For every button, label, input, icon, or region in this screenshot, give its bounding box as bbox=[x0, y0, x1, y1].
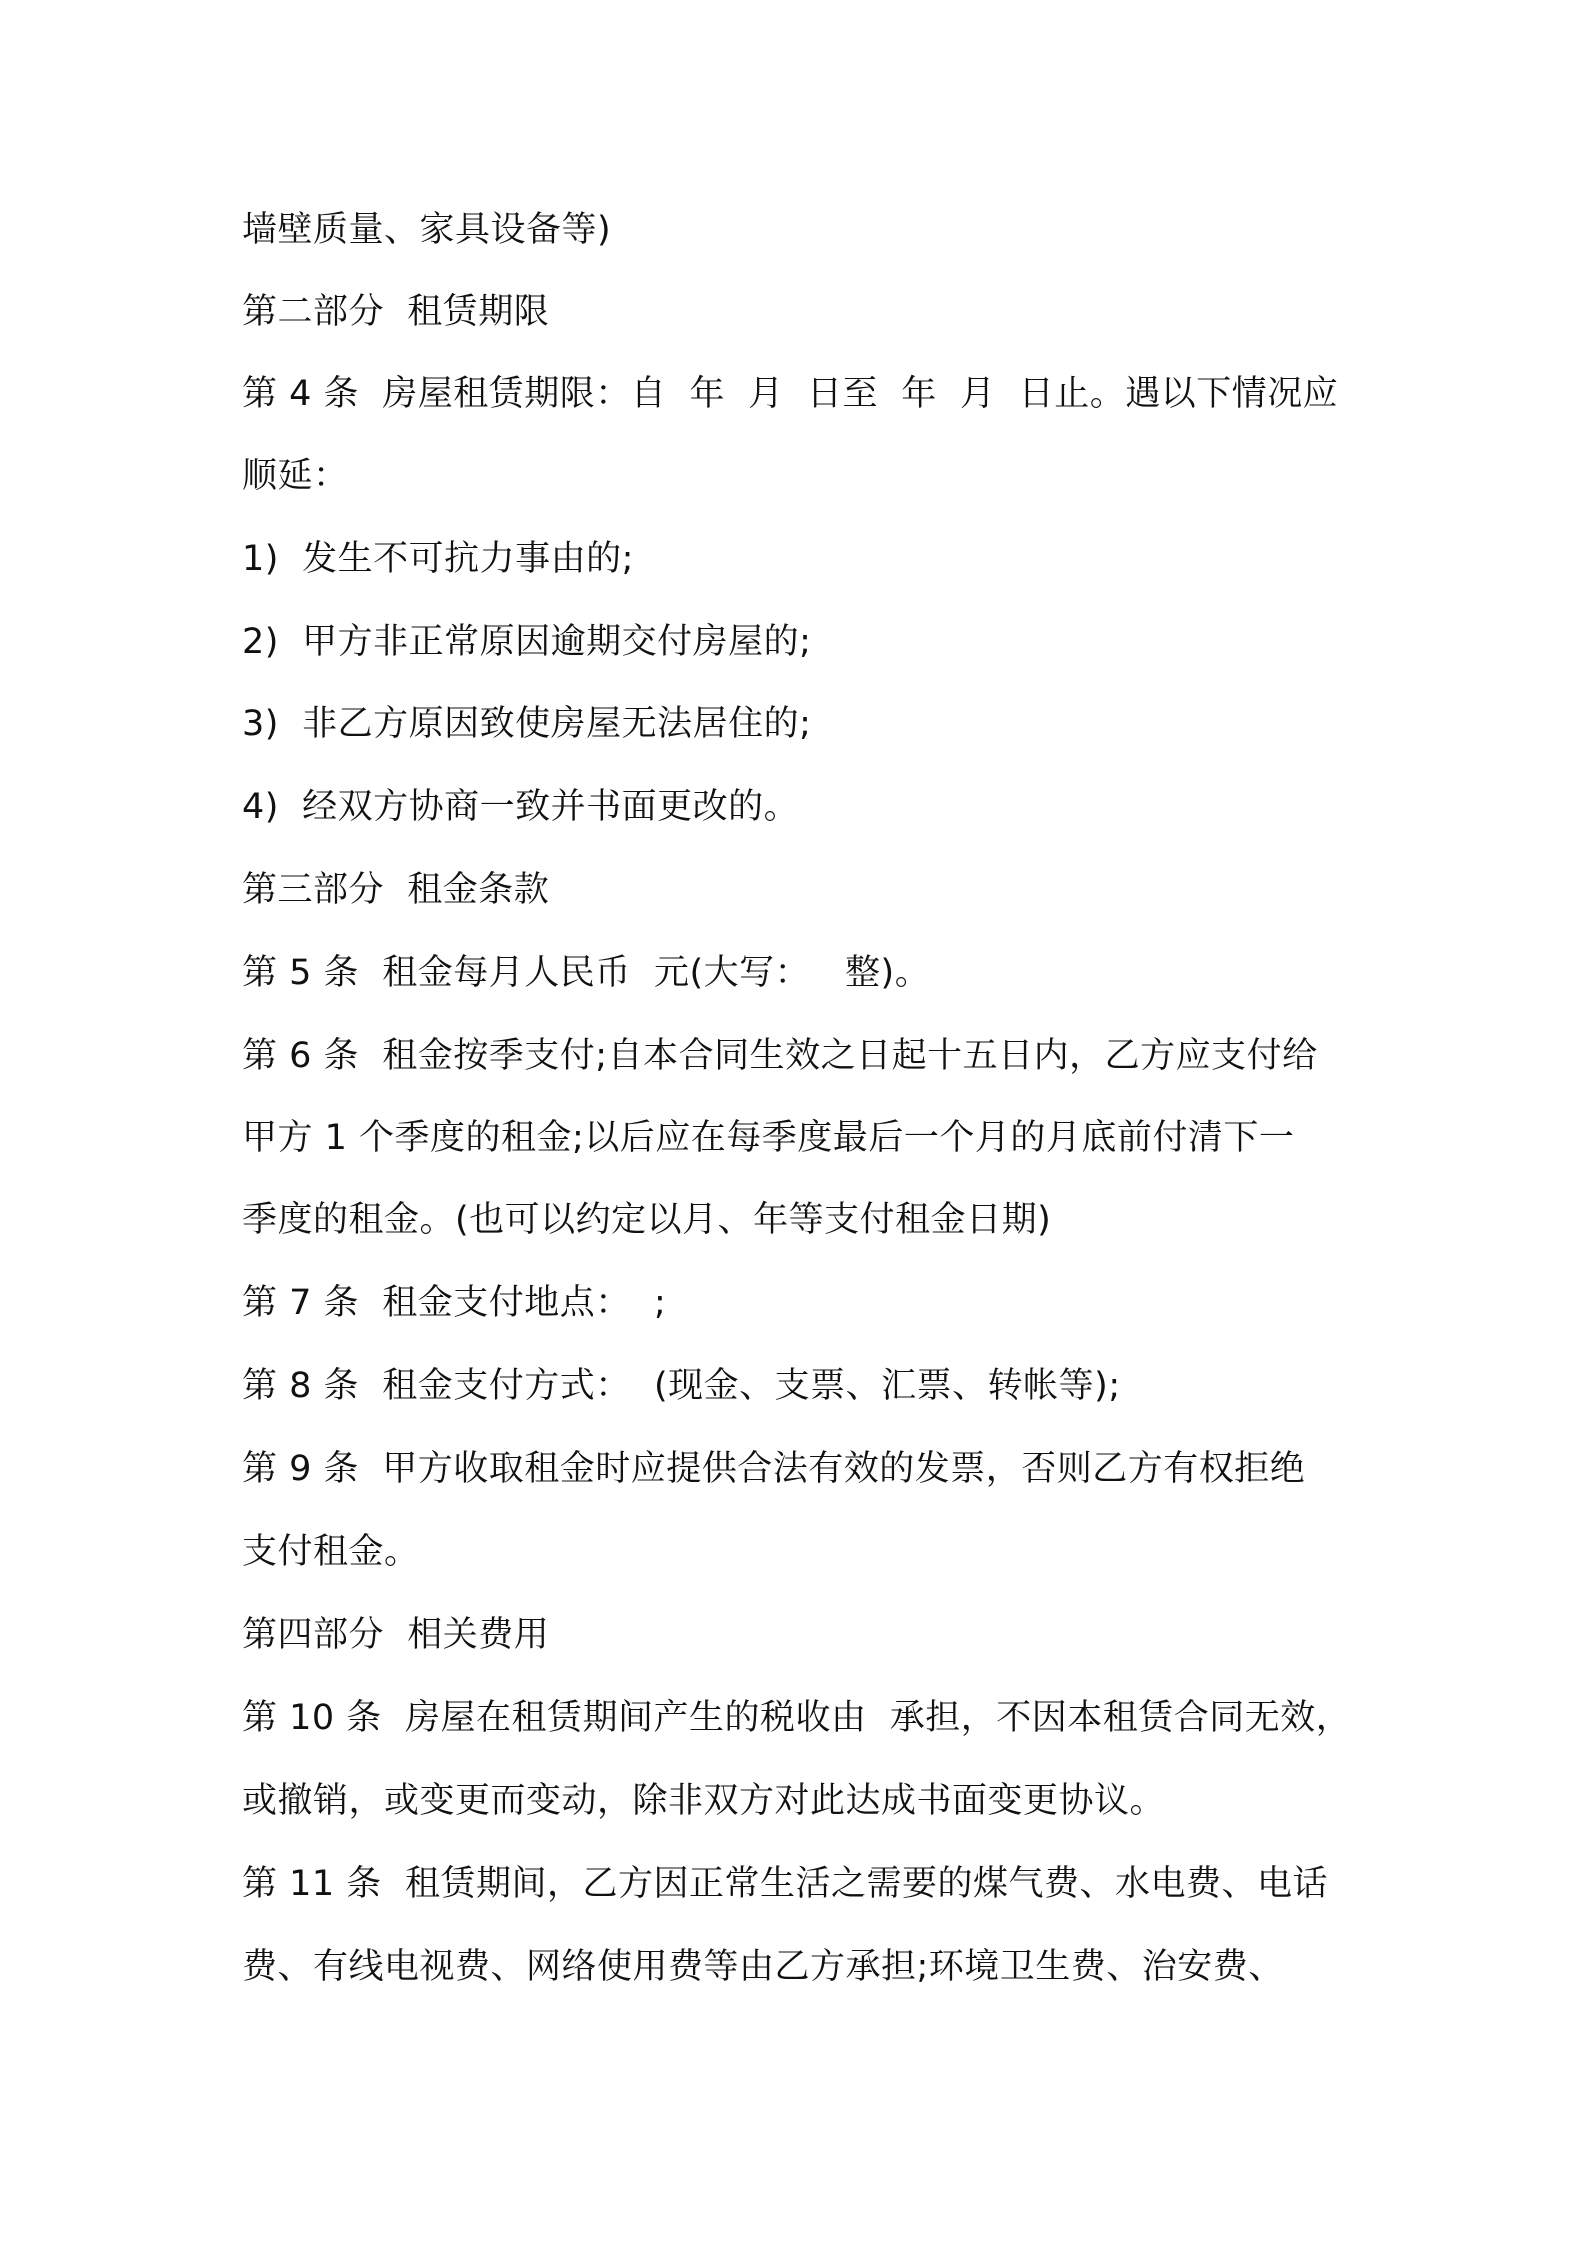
list-item-2: 2) 甲方非正常原因逾期交付房屋的; bbox=[242, 622, 812, 662]
article-10-line-1: 第 10 条 房屋在租赁期间产生的税收由 承担，不因本租赁合同无效， bbox=[242, 1698, 1352, 1738]
article-5-line: 第 5 条 租金每月人民币 元(大写： 整)。 bbox=[242, 953, 931, 993]
article-11-line-1: 第 11 条 租赁期间，乙方因正常生活之需要的煤气费、水电费、电话 bbox=[242, 1864, 1329, 1904]
article-4-line-1: 第 4 条 房屋租赁期限：自 年 月 日至 年 月 日止。遇以下情况应 bbox=[242, 374, 1339, 414]
article-7-line: 第 7 条 租金支付地点： ; bbox=[242, 1283, 667, 1323]
article-11-line-2: 费、有线电视费、网络使用费等由乙方承担;环境卫生费、治安费、 bbox=[242, 1947, 1284, 1987]
list-item-3: 3) 非乙方原因致使房屋无法居住的; bbox=[242, 704, 812, 744]
section-heading-related-fees: 第四部分 相关费用 bbox=[242, 1615, 550, 1655]
article-9-line-1: 第 9 条 甲方收取租金时应提供合法有效的发票，否则乙方有权拒绝 bbox=[242, 1449, 1306, 1489]
text-line-wall-quality: 墙壁质量、家具设备等) bbox=[242, 210, 612, 250]
article-8-line: 第 8 条 租金支付方式： (现金、支票、汇票、转帐等); bbox=[242, 1366, 1121, 1406]
article-6-line-2: 甲方 1 个季度的租金;以后应在每季度最后一个月的月底前付清下一 bbox=[242, 1118, 1295, 1158]
list-item-4: 4) 经双方协商一致并书面更改的。 bbox=[242, 787, 800, 827]
section-heading-rent-terms: 第三部分 租金条款 bbox=[242, 870, 550, 910]
section-heading-lease-term: 第二部分 租赁期限 bbox=[242, 292, 550, 332]
article-9-line-2: 支付租金。 bbox=[242, 1532, 420, 1572]
article-10-line-2: 或撤销，或变更而变动，除非双方对此达成书面变更协议。 bbox=[242, 1781, 1166, 1821]
list-item-1: 1) 发生不可抗力事由的; bbox=[242, 539, 634, 579]
article-6-line-1: 第 6 条 租金按季支付;自本合同生效之日起十五日内，乙方应支付给 bbox=[242, 1036, 1318, 1076]
article-6-line-3: 季度的租金。(也可以约定以月、年等支付租金日期) bbox=[242, 1200, 1052, 1240]
article-4-line-2: 顺延： bbox=[242, 456, 349, 496]
